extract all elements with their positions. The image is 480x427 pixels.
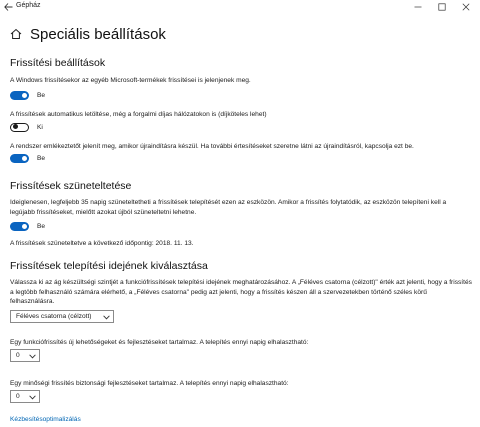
section-heading-pause: Frissítések szüneteltetése — [10, 180, 132, 192]
feature-defer-label: Egy funkciófrissítés új lehetőségeket és fejlesztéseket tartalmaz. A telepítés ennyi napig elhalasztható: — [10, 339, 309, 346]
toggle-knob — [22, 224, 27, 229]
pause-status-text: A frissítések szüneteltetve a következő időpontig: 2018. 11. 13. — [10, 240, 194, 247]
toggle-state-label: Be — [37, 154, 46, 162]
section-heading-update-options: Frissítési beállítások — [10, 57, 106, 69]
chevron-down-icon — [28, 352, 36, 360]
quality-defer-label: Egy minőségi frissítés biztonsági fejlesztéseket tartalmaz. A telepítés ennyi napig elhalasztható: — [10, 380, 289, 387]
quality-defer-days-value: 0 — [16, 393, 20, 400]
pause-toggle-row[interactable] — [10, 221, 45, 231]
toggle-switch[interactable] — [10, 123, 29, 132]
option-restart-reminder-toggle-row[interactable] — [10, 153, 45, 163]
channel-dropdown[interactable] — [10, 310, 114, 323]
delivery-optimization-link[interactable]: Kézbesítésoptimalizálás — [10, 416, 81, 423]
toggle-state-label: Be — [37, 91, 46, 99]
page-title: Speciális beállítások — [30, 25, 166, 43]
toggle-knob — [22, 156, 27, 161]
minimize-button[interactable] — [408, 0, 428, 14]
toggle-state-label: Ki — [37, 123, 43, 131]
option-metered-toggle-row[interactable] — [10, 122, 43, 132]
toggle-switch[interactable] — [10, 222, 29, 231]
option-metered-text: A frissítések automatikus letöltése, még a forgalmi díjas hálózatokon is (díjköteles lehet) — [10, 111, 267, 118]
option-other-products-toggle-row[interactable] — [10, 90, 45, 100]
option-other-products-text: A Windows frissítésekor az egyéb Microsoft-termékek frissítései is jelenjenek meg. — [10, 77, 251, 84]
feature-defer-days-value: 0 — [16, 352, 20, 359]
pause-description: Ideiglenesen, legfeljebb 35 napig szüneteltetheti a frissítések telepítését ezen az eszközön. Amikor a frissítés folytatódik, az eszközön telepíteni kell a legújabb frissítéseket, mielőtt azokat újból szüneteltetni lehetne. — [10, 199, 447, 216]
quality-defer-days-dropdown[interactable] — [10, 390, 40, 403]
page-header — [10, 24, 166, 44]
toggle-switch[interactable] — [10, 91, 29, 100]
toggle-state-label: Be — [37, 222, 46, 230]
toggle-switch[interactable] — [10, 154, 29, 163]
option-restart-reminder-text: A rendszer emlékeztetőt jelenít meg, amikor újraindításra készül. Ha további értesítéseket szeretne látni az újraindításról, kapcsolja ezt be. — [10, 143, 414, 150]
window-title: Gépház — [16, 2, 41, 9]
back-arrow-icon[interactable] — [3, 1, 13, 12]
home-icon[interactable] — [10, 28, 22, 40]
title-bar — [0, 0, 480, 14]
toggle-knob — [13, 124, 18, 129]
chevron-down-icon — [28, 393, 36, 401]
maximize-button[interactable] — [432, 0, 452, 14]
feature-defer-days-dropdown[interactable] — [10, 349, 40, 362]
toggle-knob — [22, 93, 27, 98]
chevron-down-icon — [102, 313, 110, 321]
section-heading-install-timing: Frissítések telepítési idejének kiválasztása — [10, 260, 208, 272]
close-button[interactable] — [456, 0, 476, 14]
timing-description: Válassza ki az ág készültségi szintjét a funkciófrissítések telepítési idejének meghatározásához. A „Féléves csatorna (célzott)" érték azt jelenti, hogy a frissítés a legtöbb felhasználó számára elérhető, a „Féléves csatorna" pedig azt jelenti, hogy a frissítés készen áll a szervezetekben történő széles körű felhasználásra. — [10, 279, 472, 306]
channel-selected-value: Féléves csatorna (célzott) — [16, 313, 92, 320]
